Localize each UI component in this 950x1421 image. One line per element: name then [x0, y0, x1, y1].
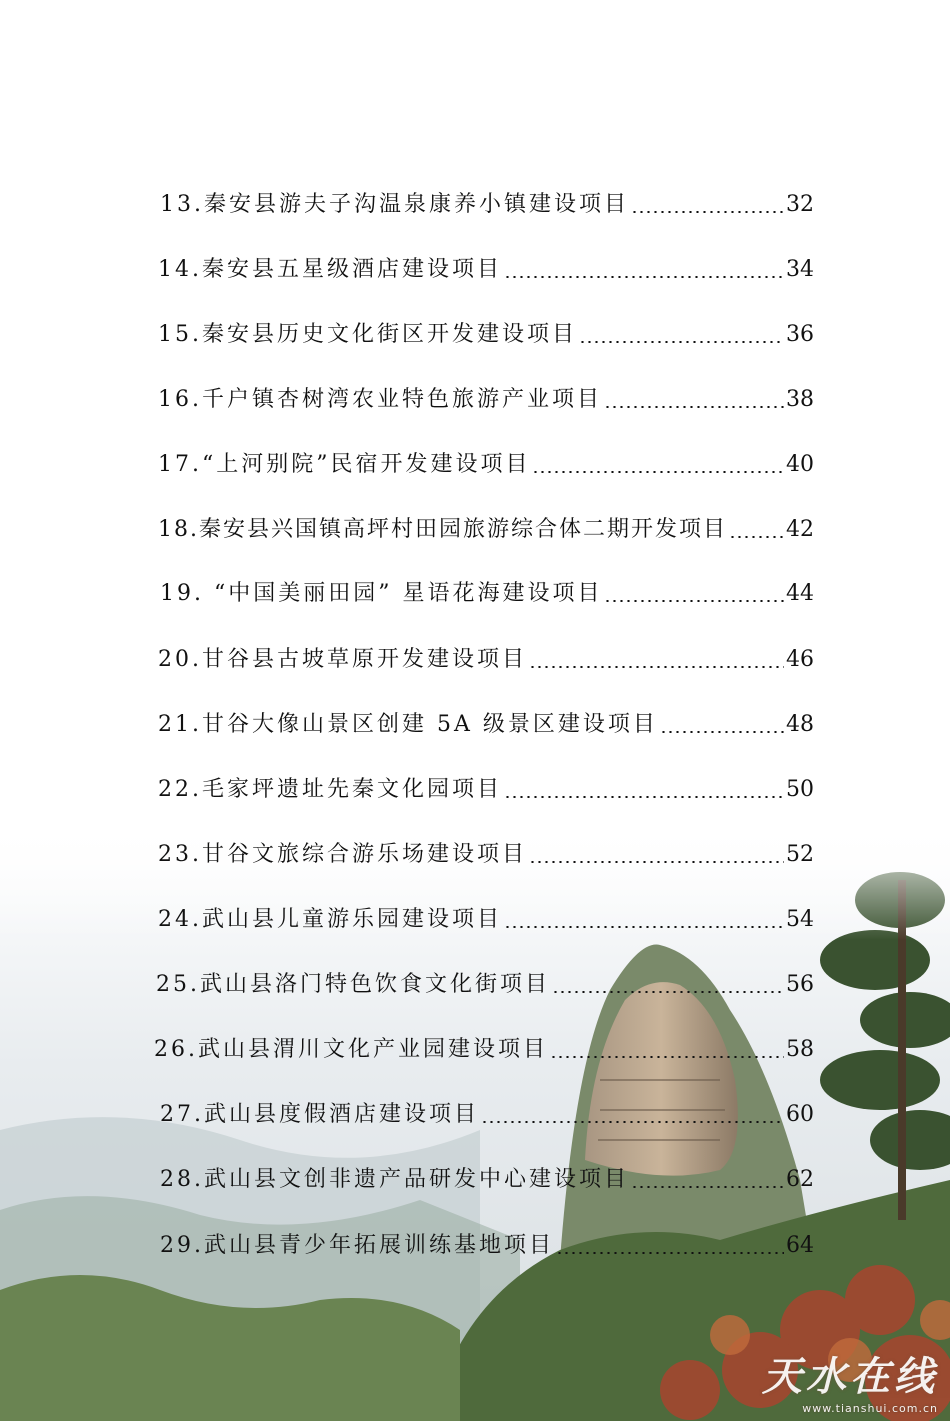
dot-leader	[504, 796, 784, 798]
toc-entry-title: 20.甘谷县古坡草原开发建设项目	[158, 647, 527, 672]
toc-entry-title: 28.武山县文创非遗产品研发中心建设项目	[160, 1167, 629, 1192]
toc-entry-page: 40	[786, 452, 814, 477]
toc-entry-title: 15.秦安县历史文化街区开发建设项目	[158, 322, 577, 347]
dot-leader	[529, 666, 784, 668]
toc-entry[interactable]	[154, 1023, 814, 1063]
dot-leader	[631, 211, 784, 213]
toc-entry-title: 27.武山县度假酒店建设项目	[160, 1102, 479, 1127]
toc-entry[interactable]	[158, 828, 814, 868]
watermark-url: www.tianshui.com.cn	[802, 1402, 938, 1415]
toc-entry[interactable]	[158, 893, 814, 933]
dot-leader	[532, 471, 784, 473]
toc-entry-title: 29.武山县青少年拓展训练基地项目	[160, 1233, 554, 1258]
toc-entry-title: 26.武山县渭川文化产业园建设项目	[154, 1037, 548, 1062]
dot-leader	[604, 406, 784, 408]
dot-leader	[552, 991, 784, 993]
toc-entry-page: 58	[786, 1037, 814, 1062]
toc-entry-title: 21.甘谷大像山景区创建 5A 级景区建设项目	[158, 712, 658, 737]
toc-entry[interactable]	[158, 373, 814, 413]
toc-entry-title: 14.秦安县五星级酒店建设项目	[158, 257, 502, 282]
toc-entry[interactable]	[158, 438, 814, 478]
toc-entry-page: 36	[786, 322, 814, 347]
toc-entry-title: 25.武山县洛门特色饮食文化街项目	[156, 972, 550, 997]
toc-entry-page: 42	[786, 517, 814, 542]
toc-entry-title: 16.千户镇杏树湾农业特色旅游产业项目	[158, 387, 602, 412]
toc-entry[interactable]	[156, 958, 814, 998]
dot-leader	[504, 926, 784, 928]
dot-leader	[604, 600, 784, 602]
toc-entry[interactable]	[158, 308, 814, 348]
toc-entry-title: 17.“上河别院”民宿开发建设项目	[158, 452, 531, 477]
toc-entry-title: 13.秦安县游夫子沟温泉康养小镇建设项目	[160, 192, 629, 217]
dot-leader	[729, 536, 784, 538]
toc-entry-page: 48	[786, 712, 814, 737]
toc-entry[interactable]	[160, 1219, 814, 1259]
toc-entry-page: 32	[786, 192, 814, 217]
toc-entry-page: 64	[786, 1233, 814, 1258]
dot-leader	[481, 1121, 784, 1123]
toc-entry[interactable]	[160, 1153, 814, 1193]
toc-entry[interactable]	[158, 243, 814, 283]
dot-leader	[529, 861, 784, 863]
watermark-logo: 天水在线	[762, 1354, 938, 1400]
toc-entry-page: 52	[786, 842, 814, 867]
toc-entry-page: 50	[786, 777, 814, 802]
toc-entry[interactable]	[158, 698, 814, 738]
toc-entry[interactable]	[160, 1088, 814, 1128]
dot-leader	[579, 341, 784, 343]
dot-leader	[550, 1056, 784, 1058]
toc-entry[interactable]	[160, 178, 814, 218]
toc-entry-title: 22.毛家坪遗址先秦文化园项目	[158, 777, 502, 802]
toc-entry-page: 44	[786, 581, 814, 606]
site-watermark	[762, 1345, 938, 1415]
toc-entry[interactable]	[158, 763, 814, 803]
toc-entry-page: 46	[786, 647, 814, 672]
toc-entry-title: 19. “中国美丽田园” 星语花海建设项目	[160, 581, 603, 606]
dot-leader	[631, 1186, 784, 1188]
toc-entry-page: 54	[786, 907, 814, 932]
toc-entry-page: 56	[786, 972, 814, 997]
toc-entry-title: 24.武山县儿童游乐园建设项目	[158, 907, 502, 932]
toc-entry-title: 23.甘谷文旅综合游乐场建设项目	[158, 842, 527, 867]
toc-entry[interactable]	[160, 567, 814, 607]
toc-entry-title: 18.秦安县兴国镇高坪村田园旅游综合体二期开发项目	[158, 517, 727, 542]
dot-leader	[504, 276, 784, 278]
toc-entry[interactable]	[158, 503, 814, 543]
toc-entry-page: 60	[786, 1102, 814, 1127]
dot-leader	[660, 731, 784, 733]
toc-entry-page: 62	[786, 1167, 814, 1192]
toc-entry-page: 38	[786, 387, 814, 412]
toc-entry[interactable]	[158, 633, 814, 673]
dot-leader	[556, 1252, 784, 1254]
toc-entry-page: 34	[786, 257, 814, 282]
